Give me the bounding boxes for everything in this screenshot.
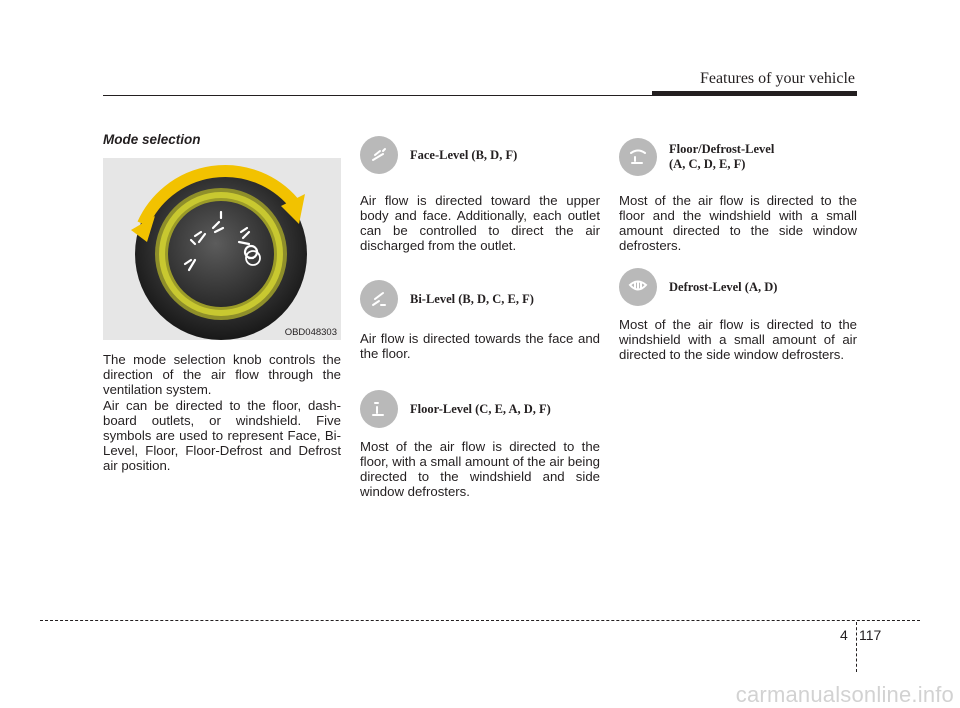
face-level-icon (360, 136, 398, 174)
mode-floor-defrost-level (619, 138, 857, 176)
figure-code: OBD048303 (284, 327, 337, 338)
floor-defrost-level-subtitle: (A, C, D, E, F) (669, 157, 746, 171)
floor-defrost-level-icon (619, 138, 657, 176)
footer-divider (856, 622, 857, 672)
defrost-level-title: Defrost-Level (A, D) (669, 279, 778, 294)
mode-floor-level (360, 390, 600, 428)
page-number: 117 (859, 627, 882, 643)
chapter-number: 4 (840, 627, 848, 643)
floor-level-description: Most of the air flow is directed to the floor, with a small amount of the air being directed to the windshield and side window defrosters. (360, 439, 600, 499)
bi-level-title: Bi-Level (B, D, C, E, F) (410, 291, 534, 306)
header-rule (103, 95, 658, 96)
floor-defrost-level-description: Most of the air flow is directed to the floor and the windshield with a small amount directed to the side window defrosters. (619, 193, 857, 253)
defrost-level-icon (619, 268, 657, 306)
face-level-title: Face-Level (B, D, F) (410, 147, 518, 162)
bi-level-icon (360, 280, 398, 318)
mode-bi-level (360, 280, 600, 318)
face-level-description: Air flow is directed toward the upper body and face. Additionally, each outlet can be controlled to direct the air discharged from the outlet. (360, 193, 600, 253)
section-title: Mode selection (103, 132, 201, 147)
header-bar (652, 91, 857, 96)
mode-defrost-level (619, 268, 857, 306)
mode-face-level (360, 136, 600, 174)
bi-level-description: Air flow is directed towards the face and the floor. (360, 331, 600, 361)
intro-paragraph-2: Air can be directed to the floor, dash-board outlets, or windshield. Five symbols are used to represent Face, Bi-Level, Floor, Floor-Defrost and Defrost air position. (103, 398, 341, 473)
floor-level-title: Floor-Level (C, E, A, D, F) (410, 401, 551, 416)
knob-figure (103, 158, 341, 340)
watermark: carmanualsonline.info (735, 682, 954, 707)
mode-knob-illustration (103, 158, 341, 340)
running-header: Features of your vehicle (699, 70, 855, 87)
floor-level-icon (360, 390, 398, 428)
defrost-level-description: Most of the air flow is directed to the windshield with a small amount of air directed to the side window defrosters. (619, 317, 857, 362)
intro-paragraph-1: The mode selection knob controls the direction of the air flow through the ventilation system. (103, 352, 341, 397)
floor-defrost-level-title: Floor/Defrost-Level (669, 142, 775, 156)
footer-rule (40, 620, 920, 621)
